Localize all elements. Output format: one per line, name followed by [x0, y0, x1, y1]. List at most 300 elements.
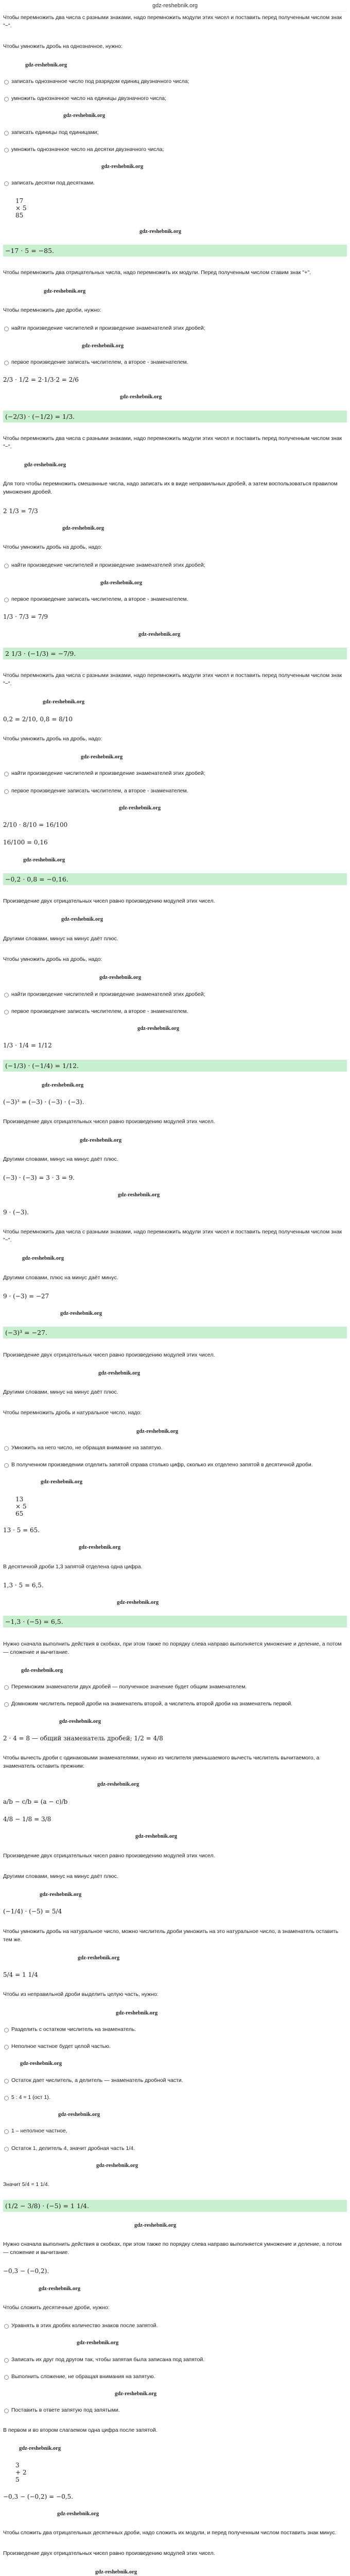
text: Чтобы из неправильной дроби выделить целую часть, нужно:	[3, 1991, 159, 1998]
bullet-icon	[4, 2147, 9, 2151]
text: 2 1/3 · (−1/3) = −7/9.	[5, 649, 76, 657]
watermark-row	[3, 343, 347, 350]
text: первое произведение записать числителем, а второе - знаменателем.	[11, 596, 188, 602]
text: 1,3 · 5 = 6,5.	[3, 1581, 44, 1589]
text: Чтобы сложить два отрицательных десятичных дроби, надо сложить их модули, и перед полученным числом поставить знак минус.	[3, 2530, 337, 2536]
paragraph	[3, 1989, 347, 2000]
text: Для того чтобы перемножить смешанные числа, надо записать их в виде неправильных дробей, а затем воспользоваться правилом умножения дробей.	[3, 481, 338, 496]
text: Умножить на него число, не обращая внимание на запятую.	[11, 1444, 163, 1451]
text: Чтобы перемножить два числа с разными знаками, надо перемножить модули этих чисел и поставить перед полученным числом знак "−".	[3, 672, 342, 687]
answer-highlight	[3, 1327, 347, 1338]
watermark-row	[3, 62, 347, 69]
text: (−3) · (−3) = 3 · 3 = 9.	[3, 1174, 75, 1182]
watermark: gdz-reshebnik.org	[135, 1834, 178, 1840]
paragraph	[3, 1871, 347, 1882]
text: (−3)³ = −27.	[5, 1329, 47, 1337]
watermark-row	[3, 2391, 347, 2398]
math-expression	[3, 1098, 347, 1106]
watermark-row	[3, 288, 347, 295]
watermark: gdz-reshebnik.org	[25, 62, 67, 68]
list-item	[3, 2357, 347, 2363]
text: 9 · (−3) = −27	[3, 1292, 49, 1300]
text: найти произведение числителей и произведение знаменателей этих дробей;	[11, 562, 205, 569]
text: записать десятки под десятками.	[11, 180, 95, 187]
paragraph	[3, 1272, 347, 1283]
watermark-row	[3, 2111, 347, 2119]
watermark: gdz-reshebnik.org	[22, 1256, 64, 1262]
paragraph	[3, 12, 347, 31]
text: первое произведение записать числителем, а второе - знаменателем.	[11, 1008, 188, 1014]
bullet-icon	[4, 2096, 9, 2100]
watermark: gdz-reshebnik.org	[96, 2163, 138, 2169]
watermark: gdz-reshebnik.org	[62, 525, 104, 531]
column-arithmetic	[3, 1496, 347, 1517]
bullet-icon	[4, 789, 9, 794]
paragraph	[3, 433, 347, 452]
watermark: gdz-reshebnik.org	[136, 1428, 179, 1434]
list-item	[3, 2043, 347, 2049]
list-item	[3, 2323, 347, 2329]
column-arithmetic	[3, 197, 347, 219]
text: Остаток 1, делитель 4, значит дробная часть 1/4.	[11, 2145, 135, 2151]
list-item	[3, 129, 347, 135]
list-item	[3, 1701, 347, 1707]
watermark-row	[3, 2162, 347, 2170]
watermark-row	[3, 1718, 347, 1725]
text: 2/10 · 8/10 = 16/100	[3, 821, 68, 829]
paragraph	[3, 2179, 347, 2190]
math-expression	[3, 1209, 347, 1216]
bullet-icon	[4, 361, 9, 365]
watermark-row	[3, 394, 347, 401]
watermark: gdz-reshebnik.org	[120, 394, 162, 400]
watermark-row	[3, 163, 347, 171]
watermark: gdz-reshebnik.org	[117, 1600, 159, 1606]
math-expression	[3, 1735, 347, 1742]
paragraph	[3, 933, 347, 944]
bullet-icon	[4, 2409, 9, 2413]
column-line: × 5	[15, 1502, 27, 1510]
text: Чтобы умножить дробь на дробь, надо:	[3, 544, 102, 551]
watermark-row	[3, 462, 347, 469]
paragraph	[3, 1926, 347, 1945]
bullet-icon	[4, 2045, 9, 2049]
math-expression	[3, 507, 347, 515]
watermark-row	[3, 2445, 347, 2452]
watermark: gdz-reshebnik.org	[59, 1718, 101, 1724]
text: Произведение двух отрицательных чисел равно произведению модулей этих чисел.	[3, 2550, 215, 2557]
text: Поставить в ответе запятую под запятыми.	[11, 2407, 120, 2414]
watermark-row	[3, 1137, 347, 1144]
math-expression	[3, 1971, 347, 1978]
watermark-row	[3, 805, 347, 812]
text: a/b − c/b = (a − c)/b	[3, 1798, 68, 1805]
math-expression	[3, 376, 347, 383]
paragraph	[3, 2302, 347, 2313]
watermark: gdz-reshebnik.org	[23, 857, 65, 863]
list-item	[3, 180, 347, 186]
bullet-icon	[4, 148, 9, 152]
text: Чтобы перемножить два числа с разными знаками, надо перемножить модули этих чисел и поставить перед полученным числом знак "−".	[3, 1229, 342, 1243]
text: Чтобы перемножить два числа с разными знаками, надо перемножить модули этих чисел и поставить перед полученным числом знак "−".	[3, 435, 342, 450]
watermark-row	[3, 857, 347, 864]
site-title[interactable]: gdz-reshebnik.org	[152, 3, 198, 9]
text: Чтобы умножить дробь на дробь, надо:	[3, 735, 102, 742]
text: (−3)³ = (−3) · (−3) · (−3).	[3, 1098, 84, 1106]
watermark-row	[3, 1599, 347, 1606]
watermark-row	[3, 2569, 347, 2576]
math-expression	[3, 613, 347, 620]
list-item	[3, 325, 347, 331]
paragraph	[3, 1407, 347, 1418]
paragraph	[3, 41, 347, 52]
column-line: 85	[15, 211, 24, 219]
text: Другими словами, минус на минус даёт плюс.	[3, 1389, 118, 1396]
text: Произведение двух отрицательных чисел равно произведению модулей этих чисел.	[3, 1351, 215, 1358]
solution-content	[3, 12, 347, 2576]
watermark-row	[3, 2340, 347, 2347]
text: (−2/3) · (−1/2) = 1/3.	[5, 412, 75, 420]
list-item	[3, 788, 347, 794]
paragraph	[3, 1349, 347, 1361]
answer-highlight	[3, 648, 347, 659]
bullet-icon	[4, 2324, 9, 2329]
text: Произведение двух отрицательных чисел равно произведению модулей этих чисел.	[3, 1852, 215, 1859]
list-item	[3, 2026, 347, 2032]
watermark: gdz-reshebnik.org	[60, 1311, 102, 1317]
watermark: gdz-reshebnik.org	[43, 699, 85, 705]
watermark: gdz-reshebnik.org	[118, 1192, 160, 1198]
text: умножить однозначное число на десятки двузначного числа;	[11, 146, 164, 152]
text: Чтобы сложить десятичные дроби, нужно:	[3, 2304, 110, 2311]
watermark-row	[3, 916, 347, 923]
text: Другими словами, плюс на минус даёт минус.	[3, 1274, 118, 1281]
watermark-row	[3, 1891, 347, 1899]
watermark: gdz-reshebnik.org	[119, 805, 161, 811]
answer-highlight	[3, 873, 347, 885]
watermark: gdz-reshebnik.org	[41, 1479, 83, 1485]
column-arithmetic	[3, 2462, 347, 2483]
watermark-row	[3, 228, 347, 235]
watermark: gdz-reshebnik.org	[79, 1545, 121, 1551]
text: 2/3 · 1/2 = 2·1/3·2 = 2/6	[3, 376, 79, 384]
watermark: gdz-reshebnik.org	[82, 343, 124, 349]
bullet-icon	[4, 97, 9, 101]
paragraph	[3, 1154, 347, 1165]
column-line: × 5	[15, 204, 27, 212]
watermark-row	[3, 1544, 347, 1551]
watermark-row	[3, 974, 347, 981]
watermark-row	[3, 2060, 347, 2067]
watermark-row	[3, 580, 347, 587]
math-expression	[3, 2493, 347, 2500]
column-line: 13	[15, 1495, 24, 1503]
text: записать однозначное число под разрядом единиц двузначного числа;	[11, 78, 189, 84]
text: −0,3 − (−0,2) = −0,5.	[3, 2493, 73, 2500]
site-header[interactable]	[3, 0, 347, 12]
list-item	[3, 770, 347, 776]
text: Остаток дает числитель, а делитель — знаменатель дробной части.	[11, 2077, 183, 2083]
bullet-icon	[4, 181, 9, 186]
watermark: gdz-reshebnik.org	[57, 2511, 99, 2517]
list-item	[3, 1462, 347, 1468]
bullet-icon	[4, 2375, 9, 2380]
text: записать единицы под единицами;	[11, 129, 99, 135]
text: Чтобы умножить дробь на натуральное число, можно числитель дроби умножить на это натуральное число, а знаменатель оставить тем же.	[3, 1928, 339, 1943]
list-item	[3, 2145, 347, 2151]
watermark: gdz-reshebnik.org	[80, 1137, 122, 1143]
list-item	[3, 2094, 347, 2100]
column-line: 5	[15, 2476, 20, 2484]
watermark: gdz-reshebnik.org	[101, 164, 144, 170]
watermark-row	[3, 525, 347, 532]
watermark-row	[3, 2511, 347, 2518]
text: Неполное частное будет целой частью.	[11, 2043, 111, 2050]
text: В десятичной дроби 1,3 запятой отделена одна цифра.	[3, 1563, 143, 1570]
watermark-row	[3, 1082, 347, 1089]
math-expression	[3, 821, 347, 828]
math-expression	[3, 1174, 347, 1181]
list-item	[3, 2077, 347, 2083]
text: умножить однозначное число на единицы двузначного числа;	[11, 95, 167, 102]
text: −17 · 5 = −85.	[5, 247, 55, 255]
watermark: gdz-reshebnik.org	[97, 1782, 139, 1788]
list-item	[3, 146, 347, 152]
paragraph	[3, 2548, 347, 2559]
bullet-icon	[4, 2079, 9, 2083]
paragraph	[3, 1638, 347, 1658]
text: −0,3 − (−0,2).	[3, 2267, 49, 2275]
bullet-icon	[4, 1463, 9, 1468]
watermark: gdz-reshebnik.org	[61, 917, 103, 923]
paragraph	[3, 1386, 347, 1398]
text: 4/8 − 1/8 = 3/8	[3, 1815, 51, 1823]
bullet-icon	[4, 2358, 9, 2363]
bullet-icon	[4, 772, 9, 776]
bullet-icon	[4, 80, 9, 84]
answer-highlight	[3, 1060, 347, 1072]
list-item	[3, 991, 347, 997]
text: Нужно сначала выполнить действия в скобках, при этом также по порядку слева направо выполняется умножение и деление, а потом — сложение и вычитание.	[3, 2241, 342, 2256]
column-line: 3	[15, 2462, 20, 2469]
math-expression	[3, 839, 347, 846]
text: 0,2 = 2/10, 0,8 = 8/10	[3, 715, 73, 723]
text: Домножим числитель первой дроби на знаменатель второй, а числитель второй дроби на знаменатель первой.	[11, 1701, 293, 1707]
watermark-row	[3, 2285, 347, 2293]
watermark: gdz-reshebnik.org	[77, 2340, 119, 2346]
list-item	[3, 2374, 347, 2380]
watermark: gdz-reshebnik.org	[138, 631, 181, 637]
watermark: gdz-reshebnik.org	[137, 1026, 180, 1032]
math-expression	[3, 1293, 347, 1300]
list-item	[3, 1008, 347, 1014]
paragraph	[3, 1116, 347, 1127]
watermark-row	[3, 1428, 347, 1435]
bullet-icon	[4, 598, 9, 602]
paragraph	[3, 2239, 347, 2258]
watermark: gdz-reshebnik.org	[21, 1667, 63, 1673]
paragraph	[3, 304, 347, 316]
text: первое произведение записать числителем, а второе - знаменателем.	[11, 787, 188, 794]
watermark: gdz-reshebnik.org	[100, 580, 143, 586]
watermark-row	[3, 1310, 347, 1317]
answer-highlight	[3, 2200, 347, 2212]
watermark-row	[3, 1192, 347, 1199]
text: Другими словами, минус на минус даёт плюс.	[3, 1156, 118, 1162]
math-expression	[3, 2267, 347, 2275]
text: найти произведение числителей и произведение знаменателей этих дробей;	[11, 325, 205, 332]
watermark-row	[3, 699, 347, 706]
watermark-row	[3, 112, 347, 120]
watermark: gdz-reshebnik.org	[95, 2569, 137, 2575]
paragraph	[3, 478, 347, 498]
list-item	[3, 2407, 347, 2413]
paragraph	[3, 733, 347, 744]
answer-highlight	[3, 411, 347, 422]
watermark: gdz-reshebnik.org	[63, 113, 106, 119]
text: 2 1/3 = 7/3	[3, 507, 38, 515]
watermark-row	[3, 1255, 347, 1262]
paragraph	[3, 670, 347, 689]
text: Нужно сначала выполнить действия в скобках, при этом также по порядку слева направо выполняется умножение и деление, а потом — сложение и вычитание.	[3, 1640, 342, 1655]
watermark-row	[3, 1370, 347, 1377]
watermark: gdz-reshebnik.org	[78, 1955, 120, 1961]
paragraph	[3, 541, 347, 553]
text: Другими словами, минус на минус даёт плюс.	[3, 1873, 118, 1879]
text: (−1/3) · (−1/4) = 1/12.	[5, 1061, 79, 1070]
paragraph	[3, 1226, 347, 1246]
text: Произведение двух отрицательных чисел равно произведению модулей этих чисел.	[3, 1118, 215, 1125]
text: В полученном произведении отделить запятой справа столько цифр, сколько их отделено запятой в десятичной дроби.	[11, 1462, 313, 1468]
list-item	[3, 1684, 347, 1690]
watermark: gdz-reshebnik.org	[98, 1370, 141, 1376]
column-line: 65	[15, 1510, 24, 1517]
math-expression	[3, 1527, 347, 1534]
list-item	[3, 1445, 347, 1451]
list-item	[3, 562, 347, 568]
watermark-row	[3, 754, 347, 761]
watermark: gdz-reshebnik.org	[115, 2391, 157, 2397]
math-expression	[3, 1042, 347, 1049]
math-expression	[3, 1798, 347, 1805]
list-item	[3, 596, 347, 602]
watermark: gdz-reshebnik.org	[19, 2446, 61, 2451]
text: −0,2 · 0,8 = −0,16.	[5, 875, 68, 883]
bullet-icon	[4, 131, 9, 135]
text: Записать их друг под другом так, чтобы запятая была записана под запятой.	[11, 2356, 205, 2363]
watermark: gdz-reshebnik.org	[139, 228, 182, 234]
watermark: gdz-reshebnik.org	[24, 462, 66, 468]
list-item	[3, 95, 347, 101]
paragraph	[3, 954, 347, 965]
paragraph	[3, 1850, 347, 1861]
list-item	[3, 78, 347, 84]
watermark: gdz-reshebnik.org	[116, 2010, 158, 2016]
text: −1,3 · (−5) = 6,5.	[5, 1618, 63, 1626]
bullet-icon	[4, 993, 9, 997]
watermark: gdz-reshebnik.org	[58, 2112, 100, 2118]
text: 9 · (−3).	[3, 1208, 29, 1216]
bullet-icon	[4, 564, 9, 568]
text: В первом и во втором слагаемом одна цифра после запятой.	[3, 2427, 157, 2433]
text: Уравнять в этих дробях количество знаков после запятой.	[11, 2323, 158, 2329]
math-expression	[3, 1816, 347, 1823]
text: 5/4 = 1 1/4	[3, 1971, 38, 1979]
text: Значит 5/4 = 1 1/4.	[3, 2181, 49, 2188]
text: 5 : 4 = 1 (ост 1).	[11, 2094, 50, 2100]
text: Чтобы вычесть дроби с одинаковыми знаменателями, нужно из числителя уменьшаемого вычесть числитель вычитаемого, а знаменатель оставить прежним:	[3, 1755, 320, 1770]
text: первое произведение записать числителем, а второе - знаменателем.	[11, 359, 188, 365]
watermark-row	[3, 1781, 347, 1788]
bullet-icon	[4, 2028, 9, 2032]
watermark-row	[3, 2222, 347, 2229]
text: Чтобы умножить дробь на дробь, надо:	[3, 956, 102, 963]
watermark: gdz-reshebnik.org	[20, 2061, 62, 2067]
text: Произведение двух отрицательных чисел равно произведению модулей этих чисел.	[3, 898, 215, 905]
text: (1/2 − 3/8) · (−5) = 1 1/4.	[5, 2201, 89, 2210]
watermark: gdz-reshebnik.org	[44, 288, 86, 294]
text: 13 · 5 = 65.	[3, 1526, 40, 1534]
math-expression	[3, 1908, 347, 1915]
watermark-row	[3, 1025, 347, 1032]
watermark-row	[3, 1955, 347, 1962]
watermark-row	[3, 631, 347, 638]
bullet-icon	[4, 1010, 9, 1014]
list-item	[3, 359, 347, 365]
watermark: gdz-reshebnik.org	[134, 2222, 177, 2228]
watermark-row	[3, 1667, 347, 1674]
text: 2 · 4 = 8 — общий знаменатель дробей; 1/2 = 4/8	[3, 1734, 163, 1742]
watermark: gdz-reshebnik.org	[40, 1892, 82, 1898]
bullet-icon	[4, 1446, 9, 1451]
bullet-icon	[4, 1685, 9, 1690]
text: 1/3 · 7/3 = 7/9	[3, 613, 48, 621]
text: Разделить с остатком числитель на знаменатель.	[11, 2026, 136, 2032]
text: Чтобы перемножить дробь и натуральное число, надо:	[3, 1410, 142, 1416]
text: Выполнить сложение, не обращая внимания на запятую.	[11, 2373, 155, 2380]
watermark-row	[3, 2010, 347, 2017]
answer-highlight	[3, 245, 347, 257]
paragraph	[3, 2425, 347, 2436]
paragraph	[3, 1752, 347, 1772]
paragraph	[3, 1561, 347, 1572]
paragraph	[3, 2527, 347, 2538]
watermark-row	[3, 1479, 347, 1486]
text: (−1/4) · (−5) = 5/4	[3, 1908, 62, 1916]
math-expression	[3, 716, 347, 723]
answer-highlight	[3, 1616, 347, 1628]
math-expression	[3, 1582, 347, 1589]
text: Чтобы перемножить две дроби, нужно:	[3, 307, 101, 313]
text: найти произведение числителей и произведение знаменателей этих дробей;	[11, 770, 205, 777]
text: Чтобы перемножить два числа с разными знаками, надо перемножить модули этих чисел и поставить перед полученным числом знак "−".	[3, 14, 342, 29]
text: 16/100 = 0,16	[3, 839, 48, 846]
list-item	[3, 2128, 347, 2134]
text: Перемножим знаменатели двух дробей — полученное значение будет общим знаменателем.	[11, 1684, 247, 1690]
paragraph	[3, 267, 347, 278]
text: Чтобы умножить дробь на однозначное, нужно:	[3, 43, 122, 50]
bullet-icon	[4, 1702, 9, 1707]
column-line: + 2	[15, 2469, 27, 2477]
bullet-icon	[4, 2129, 9, 2134]
watermark: gdz-reshebnik.org	[81, 754, 123, 760]
watermark: gdz-reshebnik.org	[42, 1082, 84, 1088]
text: 1/3 · 1/4 = 1/12	[3, 1042, 52, 1049]
watermark: gdz-reshebnik.org	[99, 975, 142, 981]
watermark-row	[3, 1833, 347, 1840]
text: Чтобы перемножить два отрицательных числа, надо перемножить их модули. Перед полученным числом ставим знак "+".	[3, 269, 311, 276]
text: Другими словами, минус на минус даёт плюс.	[3, 935, 118, 942]
